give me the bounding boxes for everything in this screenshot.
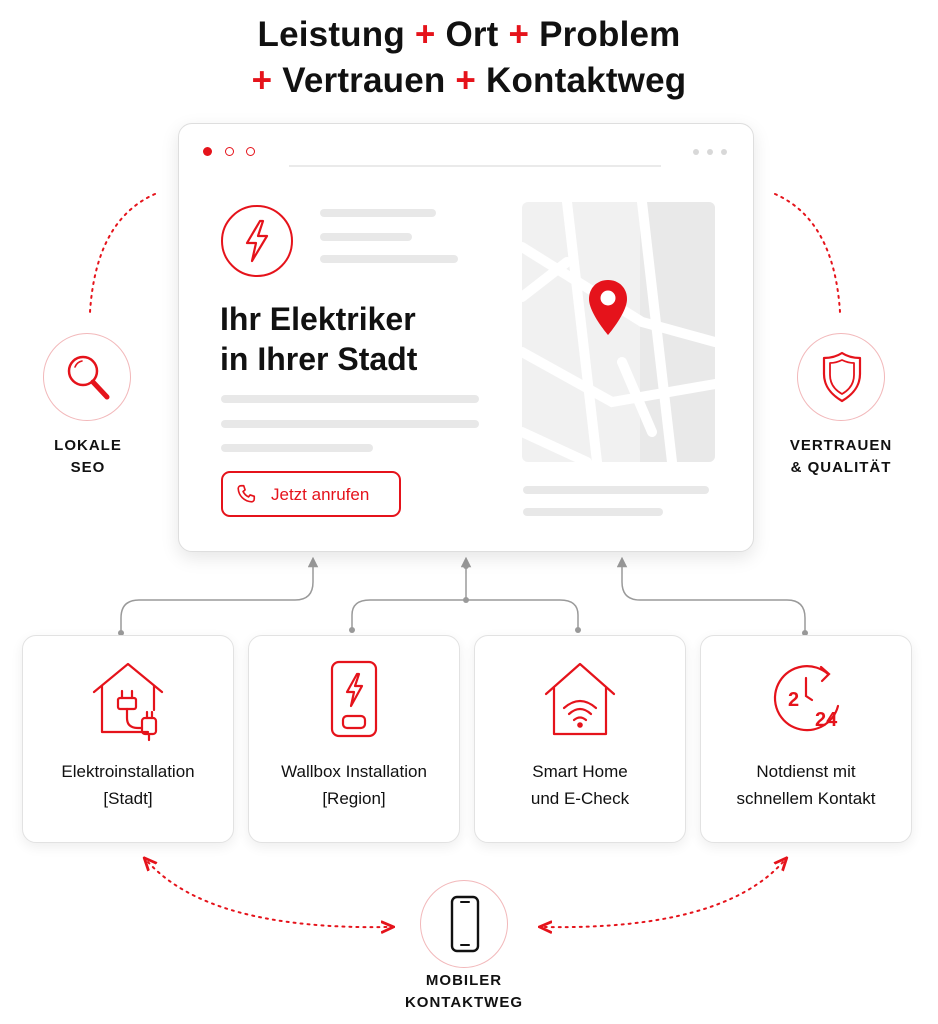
house-plug-icon: [88, 658, 168, 744]
map-pin-icon: [586, 278, 630, 338]
mobile-contact-label: MOBILER KONTAKTWEG: [404, 972, 524, 1011]
service-card-wallbox[interactable]: [248, 635, 460, 843]
menu-dot: [693, 149, 699, 155]
window-dot-red: [203, 147, 212, 156]
text-placeholder: [221, 444, 373, 452]
service-card-label: Notdienst mit schnellem Kontakt: [736, 762, 876, 808]
text-placeholder: [221, 395, 479, 403]
mobile-contact-badge: [420, 880, 508, 968]
text-placeholder: [523, 486, 709, 494]
window-dot-outline-2: [246, 147, 255, 156]
local-seo-badge: [43, 333, 131, 421]
text-placeholder: [320, 209, 436, 217]
window-dot-outline-1: [225, 147, 234, 156]
text-placeholder: [221, 420, 479, 428]
local-seo-label: LOKALE SEO: [54, 437, 122, 476]
trust-quality-badge: [797, 333, 885, 421]
service-card-smart-home[interactable]: [474, 635, 686, 843]
call-now-button[interactable]: Jetzt anrufen: [221, 471, 401, 517]
card-connectors: [121, 562, 805, 633]
service-card-label: Smart Home und E-Check: [530, 762, 630, 808]
menu-dot: [721, 149, 727, 155]
service-card-emergency[interactable]: [700, 635, 912, 843]
phone-icon: [235, 483, 257, 505]
clock-number-24: 24: [815, 709, 838, 731]
search-icon: [64, 352, 112, 402]
smart-home-icon: [540, 658, 620, 744]
text-placeholder: [320, 255, 458, 263]
smartphone-icon: [449, 895, 481, 953]
clock-digit-2: 2: [788, 689, 800, 711]
service-card-label: Wallbox Installation [Region]: [281, 762, 427, 808]
menu-dot: [707, 149, 713, 155]
title-line-2: + Vertrauen + Kontaktweg: [251, 61, 687, 100]
service-card-electrical-installation[interactable]: [22, 635, 234, 843]
lightning-icon: [220, 204, 294, 278]
text-placeholder: [320, 233, 412, 241]
website-mockup: [178, 123, 754, 552]
hero-headline: Ihr Elektriker in Ihrer Stadt: [220, 301, 418, 377]
text-placeholder: [523, 508, 663, 516]
title-line-1: Leistung + Ort + Problem: [257, 15, 681, 54]
wallbox-icon: [314, 658, 394, 744]
address-bar: [289, 165, 661, 167]
trust-quality-label: VERTRAUEN & QUALITÄT: [789, 437, 893, 476]
service-card-label: Elektroinstallation [Stadt]: [61, 762, 195, 808]
clock-24-icon: [766, 658, 846, 744]
shield-icon: [820, 350, 864, 404]
map-view[interactable]: [522, 202, 715, 462]
